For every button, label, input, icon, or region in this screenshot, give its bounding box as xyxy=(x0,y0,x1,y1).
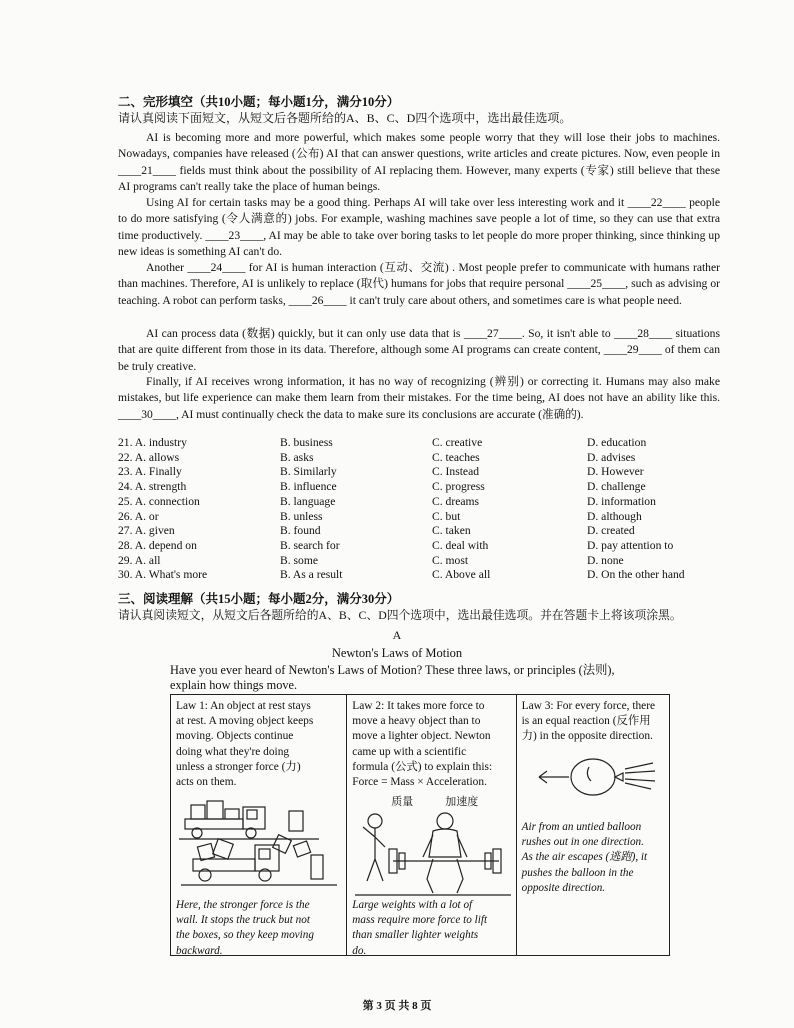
law3-caption: Air from an untied balloon rushes out in one direction. As the air escapes (逃跑), it pushes the balloon in the opposite direction. xyxy=(521,821,648,894)
option-row: 22. A. allows B. asks C. teaches D. advises xyxy=(118,450,636,464)
section3-instruction: 请认真阅读短文，从短文后各题所给的A、B、C、D四个选项中，选出最佳选项。并在答题卡上将该项涂黑。 xyxy=(118,608,682,622)
cloze-paragraph-4: AI can process data (数据) quickly, but it can only use data that is ____27____. So, it isn't able to ____28____ situations that are quite different from those in its data. Therefore, although some AI programs can create content, ____29____ of them can be truly creative. xyxy=(118,327,720,373)
law2-line: formula (公式) to explain this: xyxy=(352,760,493,773)
section2-title: 二、完形填空（共10小题；每小题1分，满分10分） xyxy=(118,95,400,109)
law2-line: came up with a scientific xyxy=(352,745,467,758)
mass-label-cn: 质量 xyxy=(391,796,414,808)
option-row: 21. A. industry B. business C. creative D. education xyxy=(118,436,647,449)
passage-intro-line-1: Have you ever heard of Newton's Laws of Motion? These three laws, or principles (法则), xyxy=(170,663,615,677)
section3-title: 三、阅读理解（共15小题；每小题2分，满分30分） xyxy=(118,592,400,606)
law3-line: is an equal reaction (反作用 xyxy=(521,715,651,728)
option-row: 25. A. connection B. language C. dreams D. information xyxy=(118,494,656,508)
option-row: 30. A. What's more B. As a result C. Above all D. On the other hand xyxy=(118,568,685,582)
passage-intro-line-2: explain how things move. xyxy=(170,678,298,692)
law3-cell xyxy=(516,695,669,955)
law1-line: at rest. A moving object keeps xyxy=(176,715,314,728)
law2-line: move a heavy object than to xyxy=(352,715,481,728)
law1-line: moving. Objects continue xyxy=(176,730,294,743)
option-row: 29. A. all B. some C. most D. none xyxy=(118,553,624,567)
law1-line: doing what they're doing xyxy=(176,745,290,758)
option-row: 23. A. Finally B. Similarly C. Instead D. However xyxy=(118,465,644,479)
passage-title: Newton's Laws of Motion xyxy=(331,646,463,660)
page-footer: 第 3 页 共 8 页 xyxy=(362,1000,432,1012)
truck-wall-illustration xyxy=(179,797,339,893)
cloze-options xyxy=(118,436,728,583)
balloon-illustration xyxy=(535,755,659,805)
laws-table xyxy=(170,694,670,956)
law2-cell xyxy=(346,695,515,955)
option-row: 26. A. or B. unless C. but D. although xyxy=(118,509,642,523)
cloze-paragraph-2: Using AI for certain tasks may be a good thing. Perhaps AI will take over less interesting work and it ____22____ people to do more satisfying (令人满意的) jobs. For example, washing machines save people a lot of time, so they can use that extra time productively. ____23____, AI may be able to take over boring tasks to let people do more proper thinking, since thinking up new ideas is something AI can't do. xyxy=(118,196,720,258)
law1-cell xyxy=(171,695,346,955)
law1-caption: Here, the stronger force is the wall. It stops the truck but not the boxes, so they keep moving backward. xyxy=(176,899,314,957)
law3-line: Law 3: For every force, there xyxy=(521,700,656,712)
cloze-paragraph-5: Finally, if AI receives wrong information, it has no way of recognizing (辨别) or correcting it. Humans may also make mistakes, but life experience can make them learn from their mistakes. For the time being, AI does not have an ability like this. ____30____, AI must continually check the data to make sure its conclusions are accurate (准确的). xyxy=(118,375,720,421)
law2-line: Law 2: It takes more force to xyxy=(352,700,485,712)
law1-line: unless a stronger force (力) xyxy=(176,760,301,773)
weightlifting-illustration xyxy=(353,809,513,899)
law2-line: move a lighter object. Newton xyxy=(352,730,491,743)
cloze-paragraph-1: AI is becoming more and more powerful, which makes some people worry that they will lose their jobs to machines. Nowadays, companies have released (公布) AI that can answer questions, write articles and create pictures. Now, even people in ____21____ fields must think about the possibility of AI replacing them. However, many experts (专家) still believe that these AI programs can't really take the place of human beings. xyxy=(118,131,720,193)
option-row: 28. A. depend on B. search for C. deal with D. pay attention to xyxy=(118,538,674,552)
law2-caption: Large weights with a lot of mass require more force to lift than smaller lighter weights do. xyxy=(352,899,488,957)
law2-line: Force = Mass × Acceleration. xyxy=(352,776,487,789)
section2-instruction: 请认真阅读下面短文，从短文后各题所给的A、B、C、D四个选项中，选出最佳选项。 xyxy=(118,111,572,125)
option-row: 27. A. given B. found C. taken D. created xyxy=(118,524,635,538)
cloze-paragraph-3: Another ____24____ for AI is human interaction (互动、交流) . Most people prefer to communicate with humans rather than machines. Therefore, AI is unlikely to replace (取代) humans for jobs that require personal ____25____, such as advising or teaching. A robot can perform tasks, ____26____ it can't truly care about others, and sometimes care is what people need. xyxy=(118,261,720,307)
passage-letter: A xyxy=(392,628,402,642)
law3-line: 力) in the opposite direction. xyxy=(521,730,653,743)
law1-line: acts on them. xyxy=(176,776,237,789)
acceleration-label-cn: 加速度 xyxy=(445,796,479,808)
option-row: 24. A. strength B. influence C. progress D. challenge xyxy=(118,480,646,494)
law1-line: Law 1: An object at rest stays xyxy=(176,700,311,712)
